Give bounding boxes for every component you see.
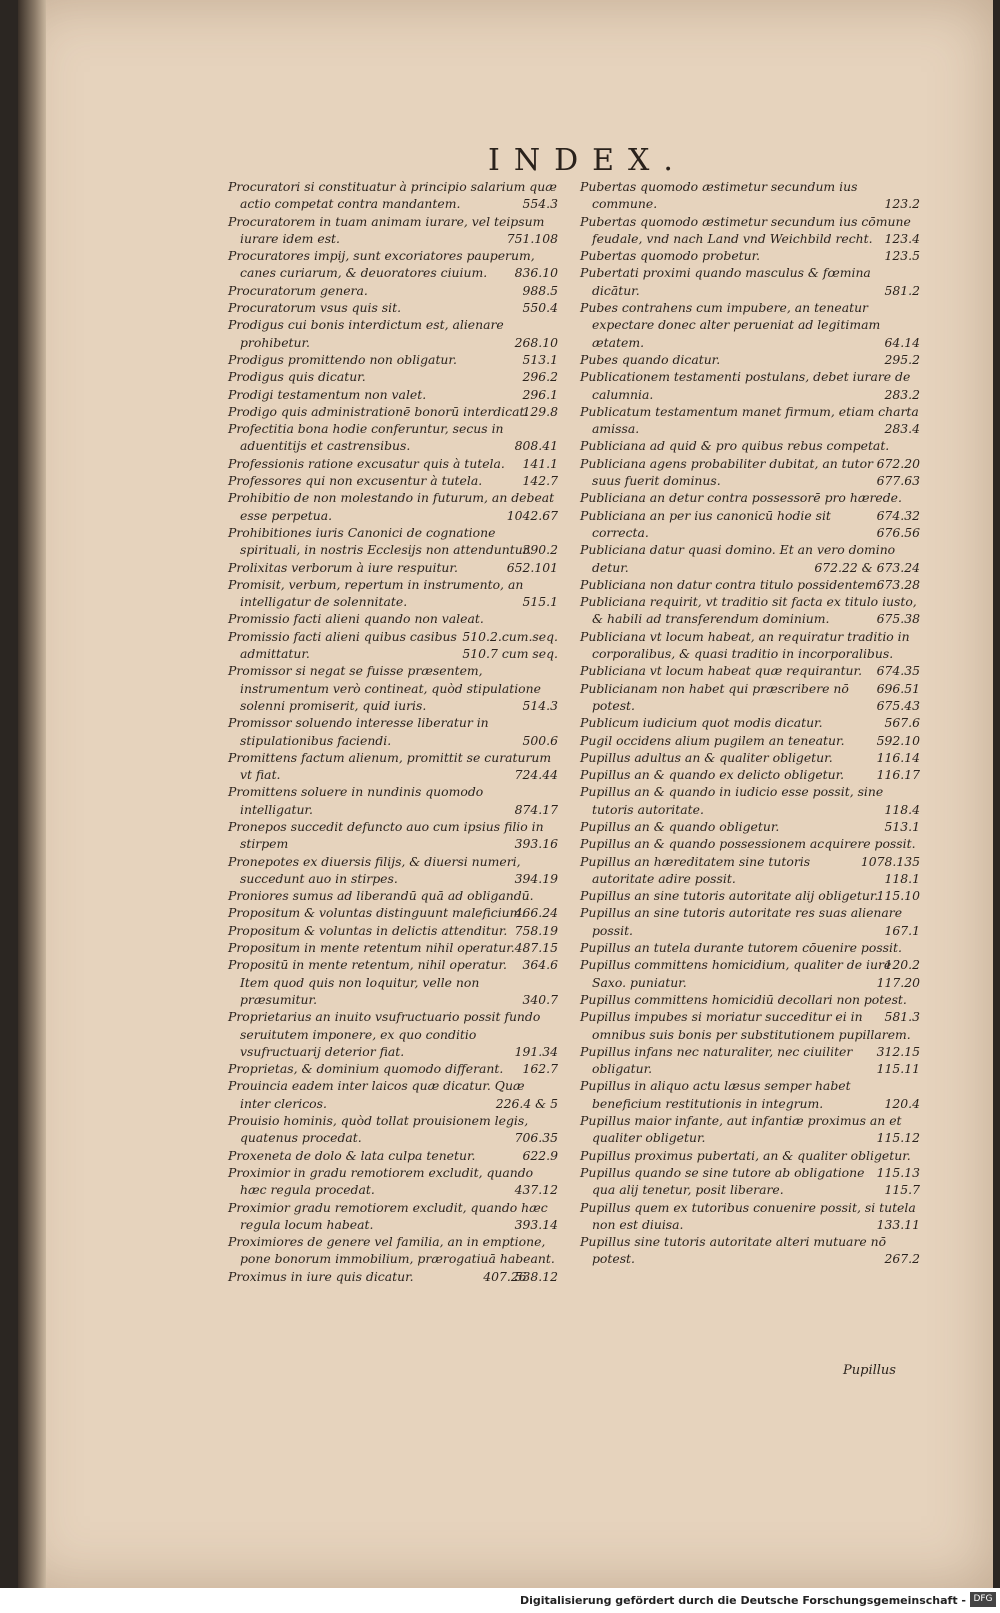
entry-page-ref: 1078.135 [860, 853, 920, 869]
entry-text: Publiciana requirit, vt traditio sit facta ex titulo iusto, & habili ad transferendum dominium. [580, 594, 917, 627]
entry-text: Pupillus an & quando in iudicio esse possit, sine tutoris autoritate. [580, 784, 884, 817]
entry-text: Pupillus an tutela durante tutorem cōuenire possit. [580, 940, 902, 956]
entry-text: Publiciana non datur contra titulo possidentem. [580, 576, 881, 592]
entry-text: Proprietas, & dominium quomodo differant. [228, 1061, 504, 1077]
entry-page-ref: 581.3 [884, 1009, 920, 1025]
footer-bar [0, 1588, 1000, 1613]
entry-text: Pupillus committens homicidium, qualiter de iure Saxo. puniatur. [580, 957, 892, 990]
entry-page-ref: 393.16 [514, 836, 558, 852]
entry-page-ref: 437.12 [514, 1182, 558, 1198]
entry-page-ref: 592.10 [876, 732, 920, 748]
entry-page-ref: 706.35 [514, 1130, 558, 1146]
index-entry [580, 178, 920, 213]
entry-page-ref: 622.9 [522, 1147, 558, 1163]
entry-page-ref: 283.4 [884, 421, 920, 437]
entry-text: Propositū in mente retentum, nihil operatur. Item quod quis non loquitur, velle non præsumitur. [228, 957, 507, 1007]
index-entry [228, 213, 558, 248]
entry-page-ref: 226.4 & 5 [495, 1095, 558, 1111]
entry-page-ref: 116.17 [876, 767, 920, 783]
entry-text: Pronepotes ex diuersis filijs, & diuersi numeri, succedunt auo in stirpes. [228, 853, 521, 886]
entry-page-ref: 554.3 [522, 196, 558, 212]
entry-text: Pupillus adultus an & qualiter obligetur. [580, 749, 833, 765]
entry-text: Publiciana ad quid & pro quibus rebus competat. [580, 438, 890, 454]
entry-text: Promisit, verbum, repertum in instrumento, an intelligatur de solennitate. [228, 576, 524, 610]
index-entry [580, 904, 920, 939]
entry-text: Proprietarius an inuito vsufructuario possit fundo seruitutem imponere, ex quo conditio vsufructuarij deterior fiat. [228, 1009, 541, 1059]
index-entry [228, 316, 558, 351]
index-entry [580, 264, 920, 299]
entry-page-ref: 268.10 [514, 334, 558, 350]
entry-page-ref: 267.2 [884, 1251, 920, 1267]
entry-text: Publicianam non habet qui præscribere nō potest. [580, 680, 849, 713]
entry-page-ref: 487.15 [514, 940, 558, 956]
entry-page-ref: 672.20 [876, 455, 920, 471]
entry-text: Publiciana an per ius canonicū hodie sit correcta. [580, 507, 831, 540]
entry-text: Procuratorem in tuam animam iurare, vel teipsum iurare idem est. [228, 213, 545, 246]
index-entry [580, 368, 920, 403]
index-entry [580, 662, 920, 696]
entry-page-ref: 407.26 [483, 1268, 527, 1284]
entry-text: Proximiores de genere vel familia, an in emptione, pone bonorum immobilium, prærogatiuā habeant. [228, 1234, 555, 1267]
entry-page-ref: 510.7 cum seq. [462, 646, 558, 662]
entry-text: Publiciana vt locum habeat, an requiratur traditio in corporalibus, & quasi traditio in incorporalibus. [580, 628, 910, 662]
entry-page-ref: 675.43 [876, 697, 920, 713]
index-entry [228, 1147, 558, 1164]
entry-text: Pupillus an & quando obligetur. [580, 818, 780, 834]
index-entry [228, 1008, 558, 1060]
entry-page-ref: 133.11 [876, 1216, 920, 1232]
index-entry [580, 1233, 920, 1268]
entry-text: Pupillus quando se sine tutore ab obligatione qua alij tenetur, posit liberare. [580, 1164, 865, 1198]
index-entry [228, 1060, 558, 1077]
entry-page-ref: 142.7 [522, 473, 558, 489]
index-entry [228, 386, 558, 403]
index-entry [580, 1008, 920, 1059]
page-gutter [18, 0, 46, 1588]
entry-page-ref: 123.4 [884, 230, 920, 246]
entry-page-ref: 988.5 [522, 282, 558, 298]
index-entry [228, 1268, 558, 1285]
entry-text: Pronepos succedit defuncto auo cum ipsius filio in stirpem [228, 818, 544, 852]
entry-page-ref: 673.28 [876, 576, 920, 592]
entry-page-ref: 115.12 [876, 1130, 920, 1146]
entry-text: Proniores sumus ad liberandū quā ad obligandū. [228, 888, 534, 904]
entry-text: Pubertas quomodo probetur. [580, 248, 761, 264]
entry-page-ref: 550.4 [522, 300, 558, 316]
entry-text: Prohibitio de non molestando in futurum, an debeat esse perpetua. [228, 490, 555, 523]
entry-page-ref: 115.7 [884, 1182, 920, 1198]
entry-text: Pupillus committens homicidiū decollari non potest. [580, 991, 907, 1007]
index-entry [580, 299, 920, 351]
index-entry [228, 853, 558, 888]
index-entry [580, 939, 920, 973]
index-entry [580, 783, 920, 818]
index-entry [580, 1147, 920, 1180]
index-entry [580, 887, 920, 904]
entry-page-ref: 567.6 [884, 715, 920, 731]
index-entry [580, 835, 920, 869]
index-entry [228, 610, 558, 644]
entry-page-ref: 500.6 [522, 732, 558, 748]
footer-credit: Digitalisierung gefördert durch die Deutsche Forschungsgemeinschaft - [519, 1594, 966, 1607]
index-entry [580, 489, 920, 523]
entry-text: Prodigus cui bonis interdictum est, alienare prohibetur. [228, 317, 504, 350]
index-entry [228, 714, 558, 749]
entry-text: Publiciana an detur contra possessorē pro hærede. [580, 490, 902, 506]
index-entry [580, 541, 920, 576]
entry-text: Promissio facti alieni quando non valeat. [228, 611, 484, 627]
entry-page-ref: 296.2 [522, 369, 558, 385]
entry-page-ref: 515.1 [522, 594, 558, 610]
index-entry [228, 818, 558, 853]
entry-text: Pupillus quem ex tutoribus conuenire possit, si tutela non est diuisa. [580, 1199, 916, 1232]
index-entry [228, 559, 558, 576]
entry-text: Publicationem testamenti postulans, debet iurare de calumnia. [580, 369, 911, 402]
index-entry [228, 489, 558, 524]
entry-page-ref: 191.34 [514, 1043, 558, 1059]
entry-page-ref: 581.2 [884, 282, 920, 298]
entry-text: Promittens soluere in nundinis quomodo intelligatur. [228, 784, 484, 817]
entry-text: Pubertas quomodo æstimetur secundum ius commune. [580, 179, 858, 212]
index-entry [228, 1077, 558, 1112]
entry-page-ref: 312.15 [876, 1043, 920, 1059]
entry-text: Pupillus impubes si moriatur succeditur ei in omnibus suis bonis per substitutionem pupillarem. [580, 1009, 911, 1042]
index-entry [228, 1164, 558, 1199]
entry-text: Proximus in iure quis dicatur. [228, 1268, 414, 1284]
catchword: Pupillus [843, 1363, 896, 1378]
entry-page-ref: 674.35 [876, 663, 920, 679]
entry-page-ref: 510.2.cum.seq. [462, 628, 558, 644]
index-entry [228, 576, 558, 611]
entry-page-ref: 116.14 [876, 749, 920, 765]
entry-text: Profectitia bona hodie conferuntur, secus in aduentitijs et castrensibus. [228, 421, 504, 454]
entry-page-ref: 115.10 [876, 888, 920, 904]
index-entry [580, 507, 920, 542]
index-entry [580, 749, 920, 766]
index-entry [228, 1199, 558, 1234]
entry-page-ref: 123.5 [884, 248, 920, 264]
index-entry [580, 1112, 920, 1147]
index-entry [580, 991, 920, 1025]
entry-text: Pubes quando dicatur. [580, 351, 721, 367]
entry-page-ref: 295.2 [884, 351, 920, 367]
index-column-left [228, 178, 558, 1285]
entry-page-ref: 394.19 [514, 870, 558, 886]
entry-page-ref: 393.14 [514, 1216, 558, 1232]
entry-page-ref: 115.13 [876, 1164, 920, 1180]
entry-text: Professores qui non excusentur à tutela. [228, 473, 483, 489]
entry-text: Procuratori si constituatur à principio salarium quæ actio competat contra mandantem. [228, 179, 557, 212]
index-entry [580, 403, 920, 438]
entry-page-ref: 390.2 [522, 542, 558, 558]
index-entry [228, 455, 558, 472]
entry-text: Pupillus an sine tutoris autoritate res suas alienare possit. [580, 905, 903, 938]
index-entry [580, 1077, 920, 1112]
index-entry [580, 1199, 920, 1234]
entry-text: Prolixitas verborum à iure respuitur. [228, 559, 458, 575]
entry-text: Pupillus sine tutoris autoritate alteri mutuare nō potest. [580, 1234, 887, 1267]
entry-text: Publicatum testamentum manet firmum, etiam charta amissa. [580, 403, 919, 437]
entry-text: Publiciana datur quasi domino. Et an vero domino detur. [580, 542, 896, 575]
entry-page-ref: 808.41 [514, 438, 558, 454]
index-entry [228, 420, 558, 455]
entry-text: Prouincia eadem inter laicos quæ dicatur. Quæ inter clericos. [228, 1078, 525, 1111]
index-entry [580, 455, 920, 490]
entry-text: Pupillus proximus pubertati, an & qualiter obligetur. [580, 1147, 911, 1163]
entry-page-ref: 141.1 [522, 455, 558, 471]
entry-text: Prouisio hominis, quòd tollat prouisionem legis, quatenus procedat. [228, 1113, 529, 1146]
entry-page-ref: 118.1 [884, 870, 920, 886]
entry-text: Professionis ratione excusatur quis à tutela. [228, 455, 505, 471]
entry-text: Publiciana agens probabiliter dubitat, an tutor suus fuerit dominus. [580, 455, 873, 489]
entry-text: Pubertati proximi quando masculus & fœmina dicātur. [580, 265, 871, 298]
entry-text: Proxeneta de dolo & lata culpa tenetur. [228, 1147, 476, 1163]
index-entry [580, 1164, 920, 1199]
entry-page-ref: 676.56 [876, 524, 920, 540]
index-entry [228, 351, 558, 368]
entry-text: Prodigi testamentum non valet. [228, 386, 427, 402]
entry-page-ref: 162.7 [522, 1061, 558, 1077]
entry-text: Promittens factum alienum, promittit se curaturum vt fiat. [228, 749, 552, 783]
index-entry [580, 247, 920, 264]
entry-text: Procuratorum vsus quis sit. [228, 300, 402, 316]
entry-page-ref: 466.24 [514, 905, 558, 921]
index-entry [580, 766, 920, 783]
index-entry [228, 368, 558, 385]
entry-text: Pupillus an sine tutoris autoritate alij obligetur. [580, 888, 879, 904]
entry-text: Procuratores impij, sunt excoriatores pauperum, canes curiarum, & deuoratores ciuium. [228, 248, 535, 281]
index-entry [580, 1043, 920, 1078]
entry-text: Propositum & voluntas distinguunt maleficium. [228, 905, 526, 921]
entry-text: Promissor si negat se fuisse præsentem, instrumentum verò contineat, quòd stipulatione solenni promiserit, quid iuris. [228, 663, 541, 713]
index-column-right [580, 178, 920, 1268]
entry-page-ref: 118.4 [884, 801, 920, 817]
entry-page-ref: 514.3 [522, 697, 558, 713]
entry-page-ref: 874.17 [514, 801, 558, 817]
entry-text: Promissor soluendo interesse liberatur in stipulationibus faciendi. [228, 715, 489, 748]
entry-page-ref: 677.63 [876, 473, 920, 489]
entry-text: Pupillus infans nec naturaliter, nec ciuiliter obligatur. [580, 1043, 853, 1077]
entry-page-ref: 115.11 [876, 1061, 920, 1077]
entry-page-ref: 696.51 [876, 680, 920, 696]
index-entry [580, 351, 920, 368]
entry-text: Pubertas quomodo æstimetur secundum ius cōmune feudale, vnd nach Land vnd Weichbild recht. [580, 213, 911, 246]
index-entry [228, 178, 558, 213]
index-entry [228, 662, 558, 714]
index-entry [580, 818, 920, 835]
entry-text: Proximior gradu remotiorem excludit, quando hæc regula locum habeat. [228, 1199, 548, 1232]
entry-text: Pubes contrahens cum impubere, an teneatur expectare donec alter perueniat ad legitimam ætatem. [580, 300, 881, 350]
entry-text: Prodigo quis administrationē bonorū interdicat. [228, 403, 529, 419]
index-entry [580, 593, 920, 628]
entry-page-ref: 120.4 [884, 1095, 920, 1111]
entry-page-ref: 1042.67 [506, 507, 558, 523]
entry-page-ref: 758.19 [514, 922, 558, 938]
entry-text: Procuratorum genera. [228, 282, 368, 298]
entry-page-ref: 296.1 [522, 386, 558, 402]
entry-text: Publicum iudicium quot modis dicatur. [580, 715, 823, 731]
entry-text: Publiciana vt locum habeat quæ requirantur. [580, 663, 863, 679]
index-entry [228, 299, 558, 316]
entry-page-ref: 340.7 [522, 991, 558, 1007]
entry-page-ref: 652.101 [506, 559, 558, 575]
entry-page-ref: 672.22 & 673.24 [814, 559, 920, 575]
entry-page-ref: 364.6 [522, 957, 558, 973]
index-entry [580, 680, 920, 715]
entry-text: Pupillus in aliquo actu læsus semper habet beneficium restitutionis in integrum. [580, 1078, 851, 1111]
entry-text: Propositum in mente retentum nihil operatur. [228, 940, 515, 956]
index-entry [228, 472, 558, 489]
entry-page-ref: 675.38 [876, 611, 920, 627]
entry-text: Pupillus an & quando ex delicto obligetur. [580, 767, 845, 783]
index-entry [580, 732, 920, 749]
index-entry [228, 282, 558, 299]
index-entry [580, 714, 920, 731]
page-title: INDEX. [488, 143, 687, 178]
entry-text: Propositum & voluntas in delictis attenditur. [228, 922, 508, 938]
dfg-logo: DFG [970, 1592, 996, 1607]
entry-page-ref: 724.44 [514, 767, 558, 783]
index-entry [580, 213, 920, 248]
index-entry [228, 1112, 558, 1147]
entry-page-ref: 674.32 [876, 507, 920, 523]
entry-text: Promissio facti alieni quibus casibus admittatur. [228, 628, 457, 662]
index-entry [228, 524, 558, 559]
entry-page-ref: 751.108 [506, 230, 558, 246]
index-entry [228, 783, 558, 818]
index-entry [228, 403, 558, 420]
index-entry [580, 576, 920, 593]
entry-text: Pupillus an & quando possessionem acquirere possit. [580, 836, 916, 852]
entry-page-ref: 123.2 [884, 196, 920, 212]
index-entry [228, 939, 558, 973]
index-entry [580, 437, 920, 471]
entry-text: Pupillus maior infante, aut infantiæ proximus an et qualiter obligetur. [580, 1113, 902, 1146]
entry-page-ref: 538.12 [514, 1268, 558, 1284]
entry-page-ref: 167.1 [884, 922, 920, 938]
index-entry [580, 956, 920, 991]
entry-text: Proximior in gradu remotiorem excludit, quando hæc regula procedat. [228, 1164, 534, 1198]
index-entry [228, 247, 558, 282]
index-entry [228, 956, 558, 1008]
entry-text: Prodigus quis dicatur. [228, 369, 366, 385]
entry-page-ref: 129.8 [522, 403, 558, 419]
entry-page-ref: 283.2 [884, 386, 920, 402]
entry-page-ref: 117.20 [876, 974, 920, 990]
entry-text: Prodigus promittendo non obligatur. [228, 351, 457, 367]
entry-page-ref: 513.1 [884, 818, 920, 834]
entry-text: Prohibitiones iuris Canonici de cognatione spirituali, in nostris Ecclesijs non attenduntur. [228, 524, 532, 558]
entry-page-ref: 64.14 [884, 334, 920, 350]
entry-text: Pugil occidens alium pugilem an teneatur. [580, 732, 845, 748]
entry-page-ref: 120.2 [884, 957, 920, 973]
index-entry [228, 749, 558, 784]
entry-page-ref: 513.1 [522, 351, 558, 367]
entry-text: Pupillus an hæreditatem sine tutoris autoritate adire possit. [580, 853, 811, 886]
entry-page-ref: 836.10 [514, 265, 558, 281]
